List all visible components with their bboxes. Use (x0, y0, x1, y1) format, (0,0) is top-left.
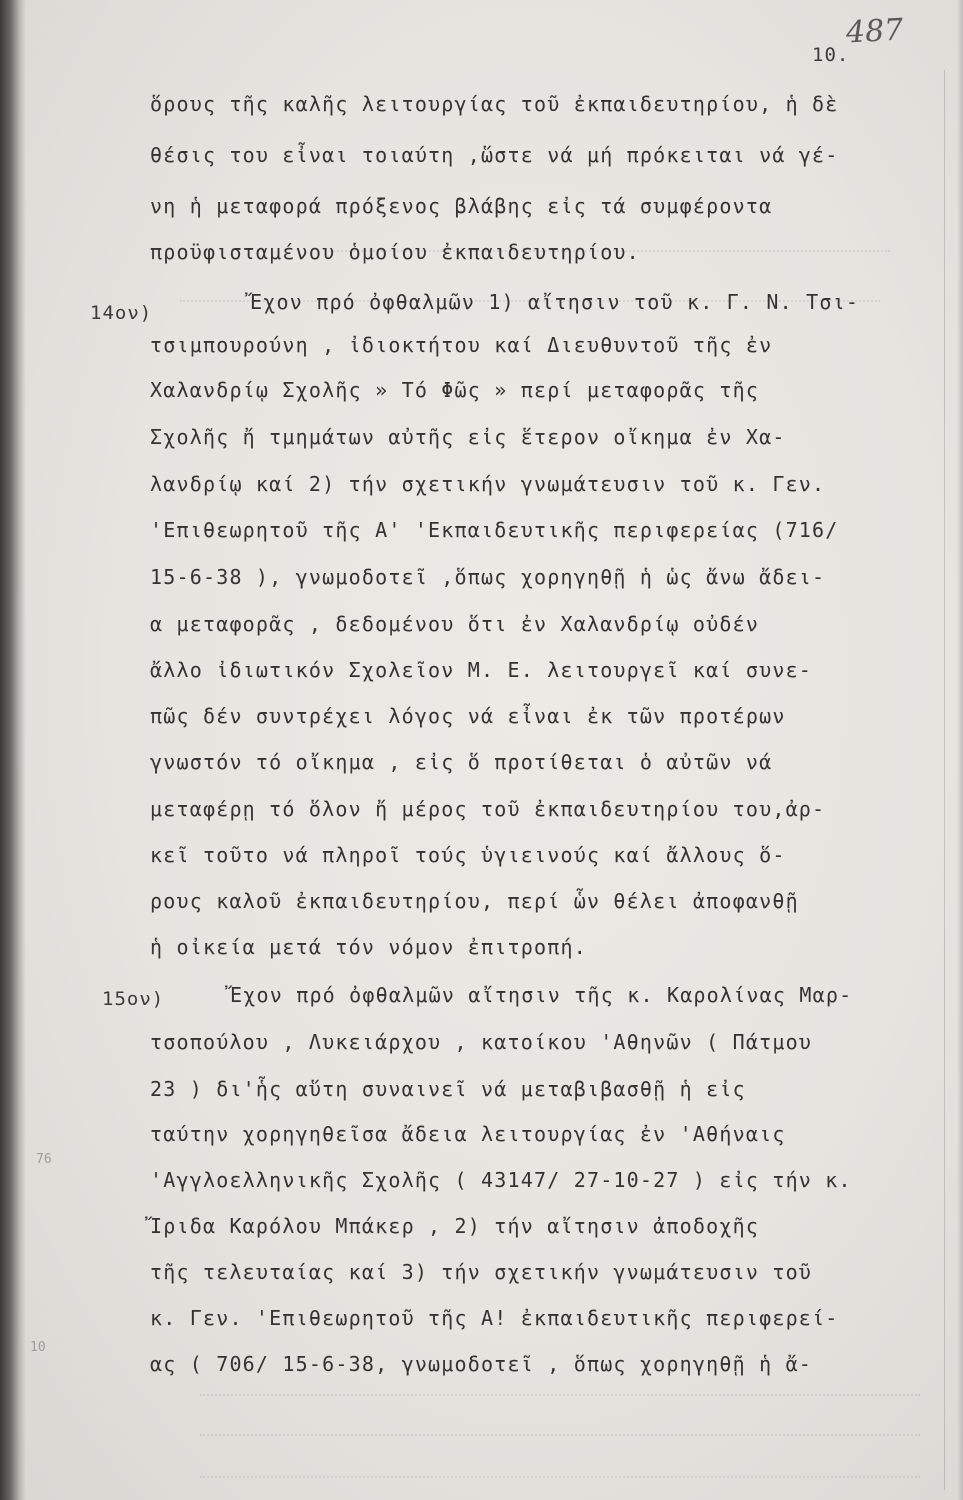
text-line: ταύτην χορηγηθεῖσα ἄδεια λειτουργίας ἐν 'Αθήναις (150, 1122, 786, 1146)
text-line: μεταφέρῃ τό ὅλον ἤ μέρος τοῦ ἐκπαιδευτηρίου του,ἀρ- (150, 797, 826, 821)
text-line: 23 ) δι'ἧς αὕτη συναινεῖ νά μεταβιβασθῇ ἡ εἰς (150, 1077, 746, 1101)
text-line: θέσις του εἶναι τοιαύτη ,ὥστε νά μή πρόκειται νά γέ- (150, 143, 839, 167)
paragraph-label-15: 15ον) (102, 988, 165, 1010)
show-through (200, 1420, 920, 1436)
text-line: Ἔχον πρό ὀφθαλμῶν 1) αἴτησιν τοῦ κ. Γ. Ν. Τσι- (250, 290, 860, 314)
right-edge-shadow (957, 0, 963, 1500)
text-line: ἄλλο ἰδιωτικόν Σχολεῖον Μ. Ε. λειτουργεῖ καί συνε- (150, 658, 813, 682)
text-line: Χαλανδρίῳ Σχολῆς » Τό Φῶς » περί μεταφορᾶς τῆς (150, 378, 760, 402)
text-line: λανδρίῳ καί 2) τήν σχετικήν γνωμάτευσιν τοῦ κ. Γεν. (150, 472, 826, 496)
text-line: κεῖ τοῦτο νά πληροῖ τούς ὑγιεινούς καί ἄλλους ὅ- (150, 843, 786, 867)
text-line: τσιμπουρούνη , ἰδιοκτήτου καί Διευθυντοῦ τῆς ἐν (150, 333, 773, 357)
text-line: α μεταφορᾶς , δεδομένου ὅτι ἐν Χαλανδρίῳ οὐδέν (150, 612, 760, 636)
text-line: Ἴριδα Καρόλου Μπάκερ , 2) τήν αἴτησιν ἀποδοχῆς (150, 1214, 760, 1238)
paragraph-label-14: 14ον) (90, 302, 153, 324)
margin-rule (944, 70, 945, 1490)
text-line: νη ἡ μεταφορά πρόξενος βλάβης εἰς τά συμφέροντα (150, 194, 773, 218)
text-line: Ἔχον πρό ὀφθαλμῶν αἴτησιν τῆς κ. Καρολίνας Μαρ- (230, 983, 853, 1007)
text-line: 'Αγγλοελληνικῆς Σχολῆς ( 43147/ 27-10-27 ) εἰς τήν κ. (150, 1168, 852, 1192)
text-line: τῆς τελευταίας καί 3) τήν σχετικήν γνωμάτευσιν τοῦ (150, 1260, 813, 1284)
text-line: κ. Γεν. 'Επιθεωρητοῦ τῆς Α! ἐκπαιδευτικῆς περιφερεί- (150, 1306, 839, 1330)
text-line: ὅρους τῆς καλῆς λειτουργίας τοῦ ἐκπαιδευτηρίου, ἡ δὲ (150, 92, 839, 116)
text-line: 'Επιθεωρητοῦ τῆς Α' 'Εκπαιδευτικῆς περιφερείας (716/ (150, 518, 839, 542)
text-line: προϋφισταμένου ὁμοίου ἐκπαιδευτηρίου. (150, 240, 640, 264)
text-line: ας ( 706/ 15-6-38, γνωμοδοτεῖ , ὅπως χορηγηθῇ ἡ ἄ- (150, 1352, 813, 1376)
text-line: πῶς δέν συντρέχει λόγος νά εἶναι ἐκ τῶν προτέρων (150, 704, 786, 728)
text-line: ἡ οἰκεία μετά τόν νόμον ἐπιτροπή. (150, 935, 587, 959)
show-through (200, 1380, 920, 1396)
show-through (200, 1462, 920, 1478)
margin-mark: 76 (36, 1152, 52, 1167)
text-line: Σχολῆς ἤ τμημάτων αὐτῆς εἰς ἕτερον οἴκημα ἐν Χα- (150, 425, 786, 449)
text-line: ρους καλοῦ ἐκπαιδευτηρίου, περί ὧν θέλει ἀποφανθῇ (150, 889, 799, 913)
text-line: 15-6-38 ), γνωμοδοτεῖ ,ὅπως χορηγηθῇ ἡ ὡς ἄνω ἄδει- (150, 565, 826, 589)
handwritten-page-number: 487 (845, 12, 905, 51)
margin-mark: 10 (30, 1340, 46, 1355)
binding-shadow (0, 0, 26, 1500)
text-line: γνωστόν τό οἴκημα , εἰς ὅ προτίθεται ὁ αὐτῶν νά (150, 750, 773, 774)
text-line: τσοπούλου , Λυκειάρχου , κατοίκου 'Αθηνῶν ( Πάτμου (150, 1030, 813, 1054)
page-number: 10. (812, 44, 850, 66)
